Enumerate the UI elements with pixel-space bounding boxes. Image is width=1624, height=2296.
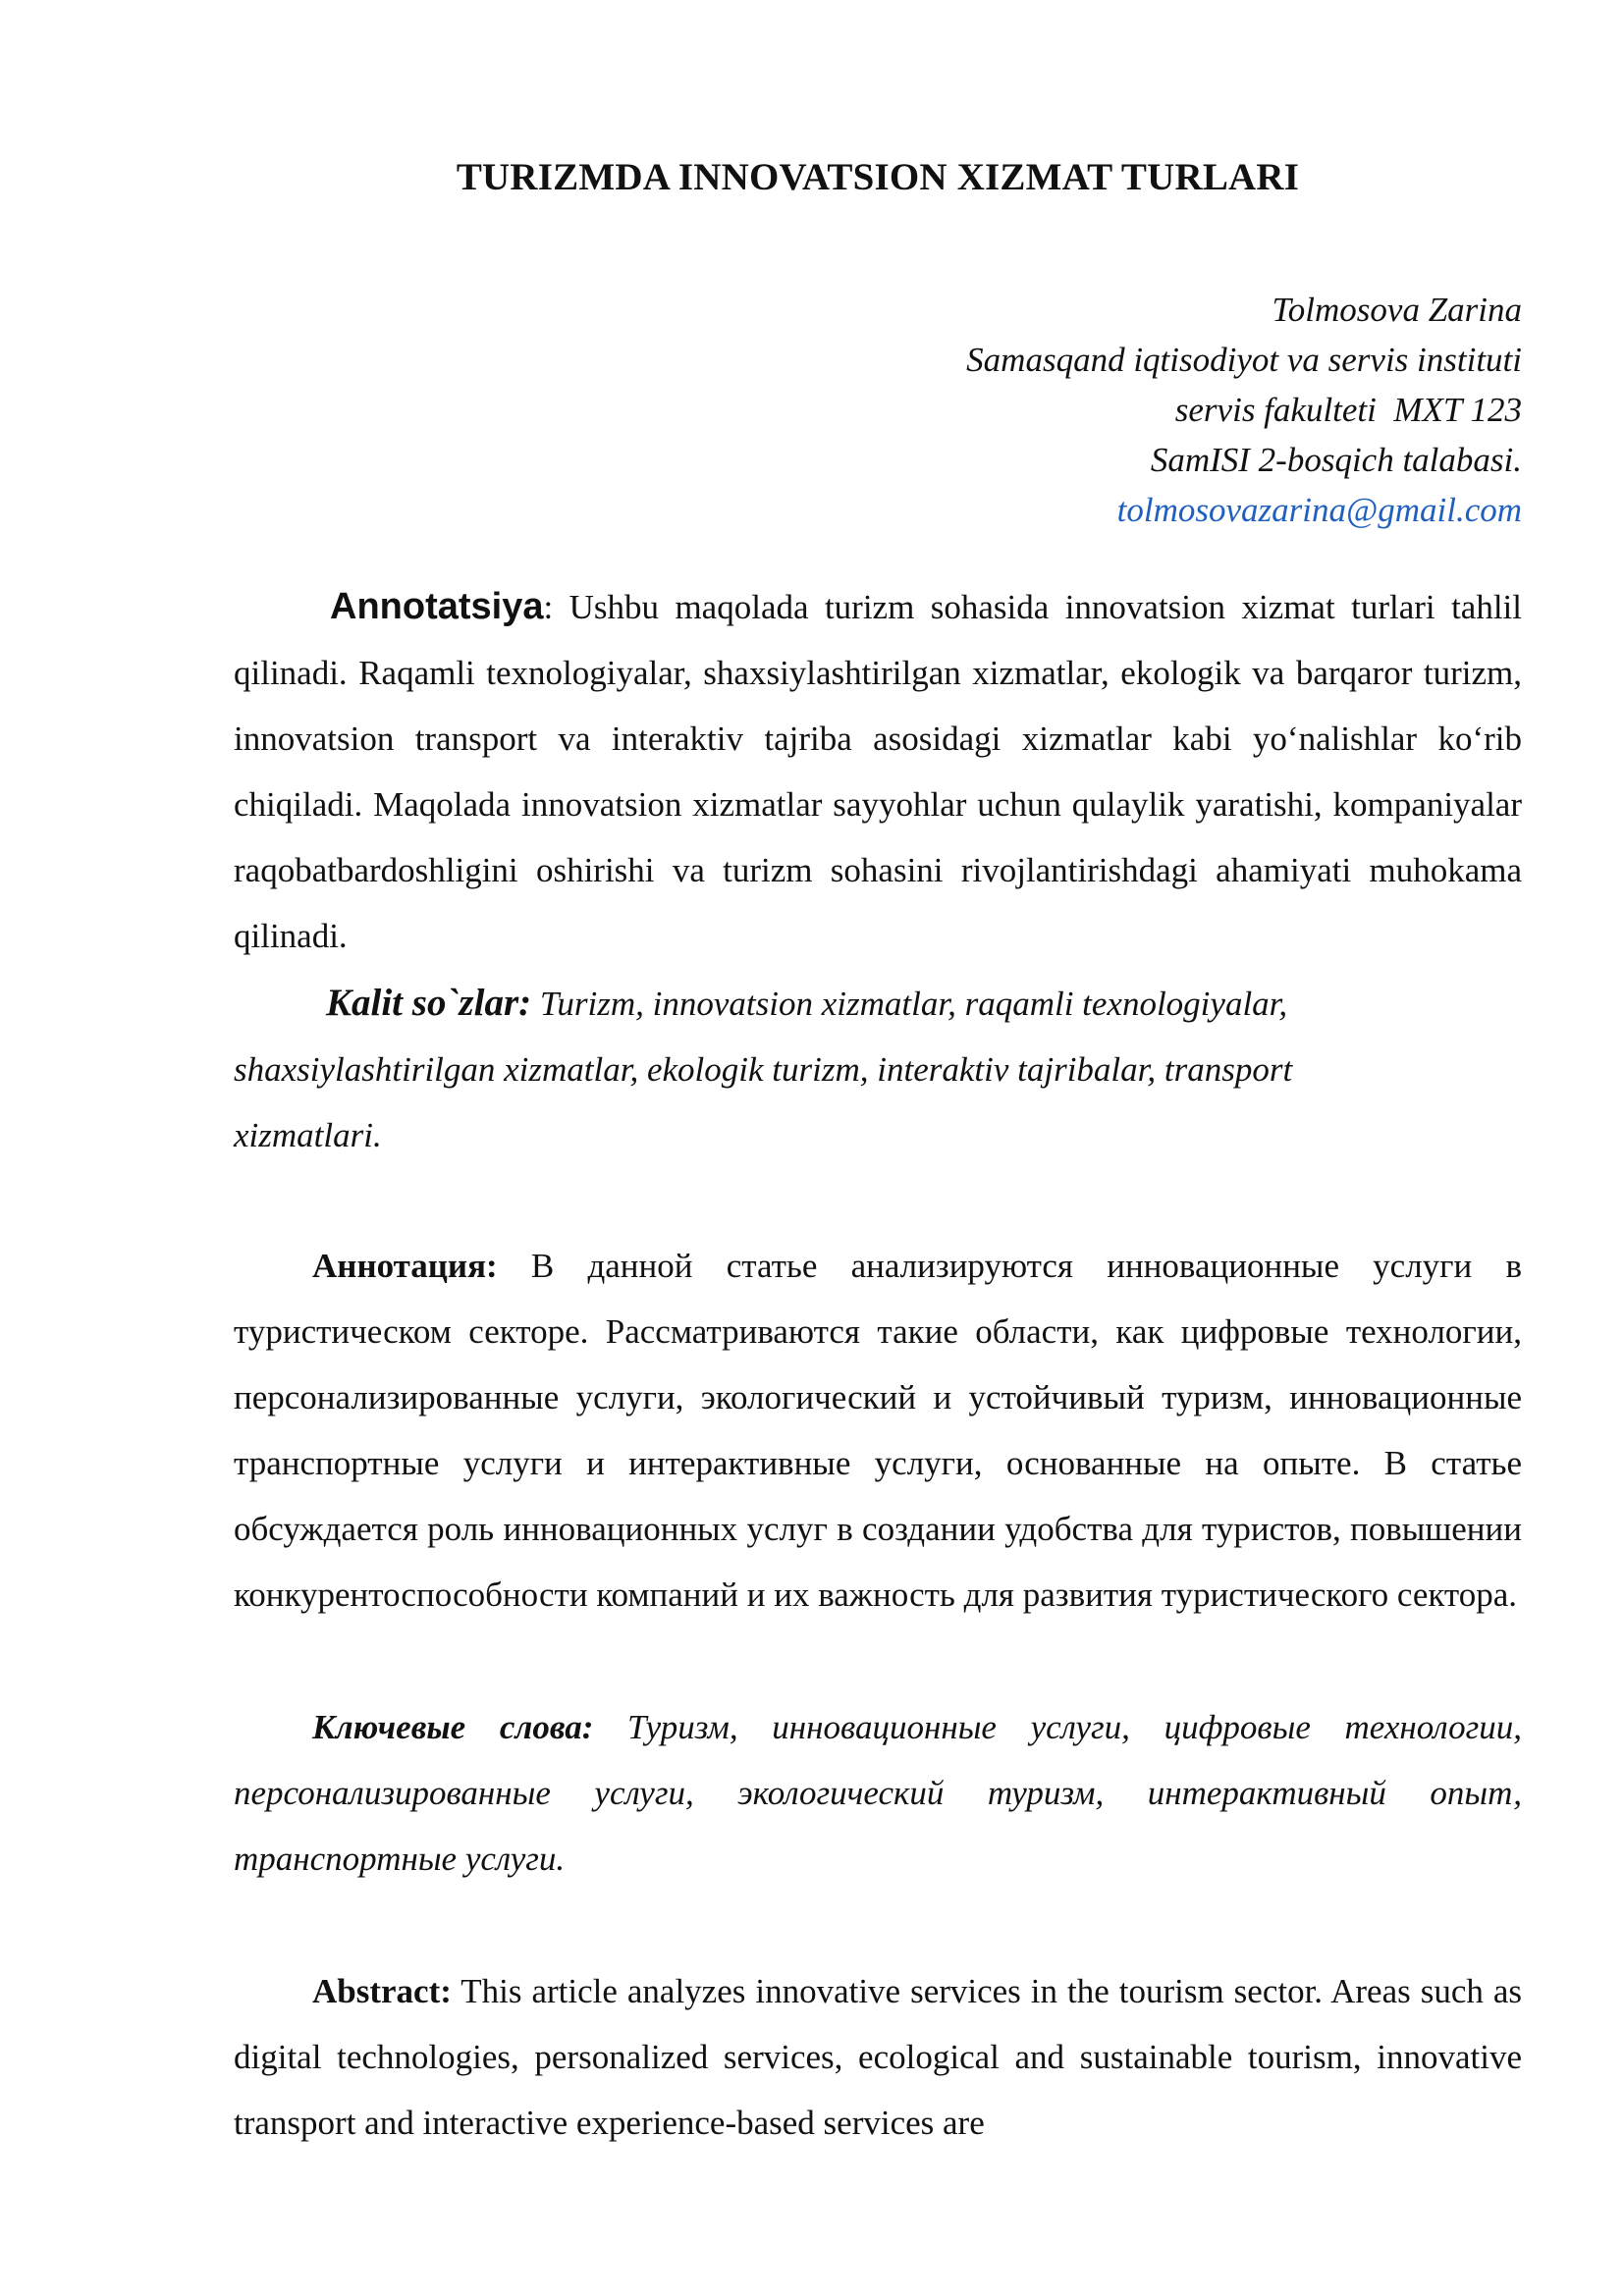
annotation-ru-label: Аннотация: — [312, 1247, 498, 1285]
keywords-ru — [234, 1694, 1522, 1892]
author-status: SamISI 2-bosqich talabasi. — [1150, 441, 1522, 479]
keywords-uz — [234, 970, 1441, 1168]
abstract-en-text: This article analyzes innovative services in the tourism sector. Areas such as digital technologies, personalized services, ecological and sustainable tourism, innovative transport and interactive experience-based services are — [234, 1972, 1522, 2142]
author-faculty: servis fakulteti MXT 123 — [1174, 391, 1522, 429]
paper-title: TURIZMDA INNOVATSION XIZMAT TURLARI — [456, 156, 1300, 198]
author-block — [966, 285, 1522, 535]
author-institute: Samasqand iqtisodiyot va servis instituti — [966, 341, 1522, 379]
annotation-ru-text: В данной статье анализируются инновационные услуги в туристическом секторе. Рассматриваются такие области, как цифровые технологии, персонализированные услуги, экологический и устойчивый туризм, инновационные транспортные услуги и интерактивные услуги, основанные на опыте. В статье обсуждается роль инновационных услуг в создании удобства для туристов, повышении конкурентоспособности компаний и их важность для развития туристического сектора. — [234, 1247, 1522, 1614]
keywords-uz-label: Kalit so`zlar: — [326, 982, 532, 1024]
author-name: Tolmosova Zarina — [1272, 291, 1522, 329]
annotation-uz — [234, 574, 1522, 969]
annotation-ru — [234, 1233, 1522, 1628]
keywords-uz-text: Turizm, innovatsion xizmatlar, raqamli texnologiyalar, shaxsiylashtirilgan xizmatlar, ekologik turizm, interaktiv tajribalar, transport xizmatlari. — [234, 985, 1293, 1154]
keywords-ru-text: Туризм, инновационные услуги, цифровые технологии, персонализированные услуги, экологический туризм, интерактивный опыт, транспортные услуги. — [234, 1708, 1522, 1878]
abstract-en — [234, 1958, 1522, 2156]
annotation-uz-text: : Ushbu maqolada turizm sohasida innovatsion xizmat turlari tahlil qilinadi. Raqamli texnologiyalar, shaxsiylashtirilgan xizmatlar, ekologik va barqaror turizm, innovatsion transport va interaktiv tajriba asosidagi xizmatlar kabi yo‘nalishlar ko‘rib chiqiladi. Maqolada innovatsion xizmatlar sayyohlar uchun qulaylik yaratishi, kompaniyalar raqobatbardoshligini oshirishi va turizm sohasini rivojlantirishdagi ahamiyati muhokama qilinadi. — [234, 588, 1522, 955]
annotation-uz-label: Annotatsiya — [330, 586, 544, 627]
keywords-ru-label: Ключевые слова: — [312, 1708, 594, 1746]
author-email-link[interactable]: tolmosovazarina@gmail.com — [1116, 491, 1522, 529]
abstract-en-label: Abstract: — [312, 1972, 452, 2010]
